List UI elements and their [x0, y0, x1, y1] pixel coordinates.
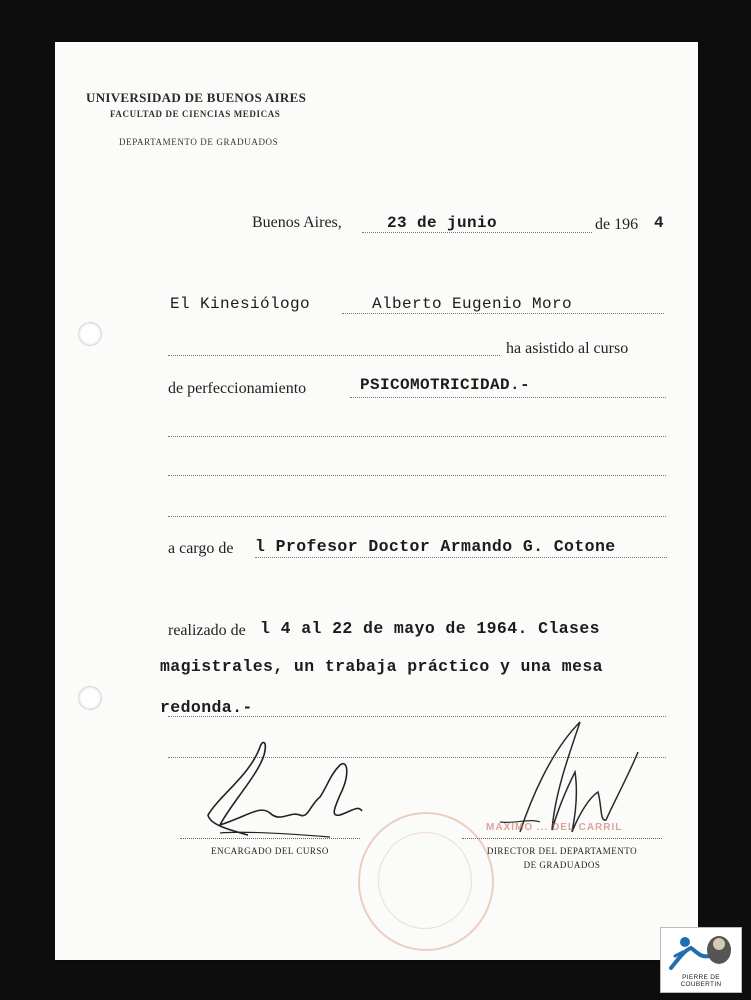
held-value: l 4 al 22 de mayo de 1964. Clases: [260, 619, 600, 638]
left-signature: [190, 735, 365, 845]
date-place: Buenos Aires,: [252, 214, 342, 231]
logo-text: PIERRE DE COUBERTIN: [680, 974, 722, 988]
date-dotted-line: [362, 232, 592, 233]
held-line-2: magistrales, un trabaja práctico y una mesa: [160, 657, 603, 676]
punch-hole-bottom: [78, 686, 102, 710]
blank-dotted-line-3: [168, 516, 666, 517]
course-label: de perfeccionamiento: [168, 380, 307, 397]
course-name: PSICOMOTRICIDAD.-: [360, 376, 531, 394]
department-name: DEPARTAMENTO DE GRADUADOS: [119, 137, 279, 147]
faculty-name: FACULTAD DE CIENCIAS MEDICAS: [110, 109, 281, 119]
blank-dotted-line-1: [168, 436, 666, 437]
right-signature: [480, 712, 640, 837]
university-seal: [358, 812, 494, 951]
person-name: Alberto Eugenio Moro: [372, 295, 573, 313]
left-signature-label: ENCARGADO DEL CURSO: [211, 846, 329, 856]
blank-dotted-line-2: [168, 475, 666, 476]
left-signature-line: [180, 838, 360, 839]
charge-label: a cargo de: [168, 540, 234, 557]
charge-value: l Profesor Doctor Armando G. Cotone: [255, 537, 616, 556]
attended-dotted-line: [168, 355, 500, 356]
name-dotted-line: [342, 313, 664, 314]
held-label: realizado de: [168, 622, 246, 639]
charge-dotted-line: [255, 557, 667, 558]
right-signature-label-1: DIRECTOR DEL DEPARTAMENTO: [486, 846, 638, 856]
university-name: UNIVERSIDAD DE BUENOS AIRES: [86, 90, 307, 105]
held-line-3: redonda.-: [160, 698, 253, 717]
date-year-label: de 196: [595, 216, 639, 233]
course-dotted-line: [350, 397, 666, 398]
right-name-stamp: MAXIMO ... DEL CARRIL: [486, 822, 623, 833]
runner-icon: [661, 928, 741, 978]
date-day-month: 23 de junio: [387, 214, 498, 232]
right-signature-label-2: DE GRADUADOS: [523, 860, 601, 870]
attended-text: ha asistido al curso: [506, 340, 629, 357]
punch-hole-top: [78, 322, 102, 346]
title-prefix: El Kinesiólogo: [170, 295, 311, 313]
right-signature-line: [462, 838, 662, 839]
coubertin-logo: [660, 927, 742, 993]
date-year-digit: 4: [654, 214, 665, 232]
